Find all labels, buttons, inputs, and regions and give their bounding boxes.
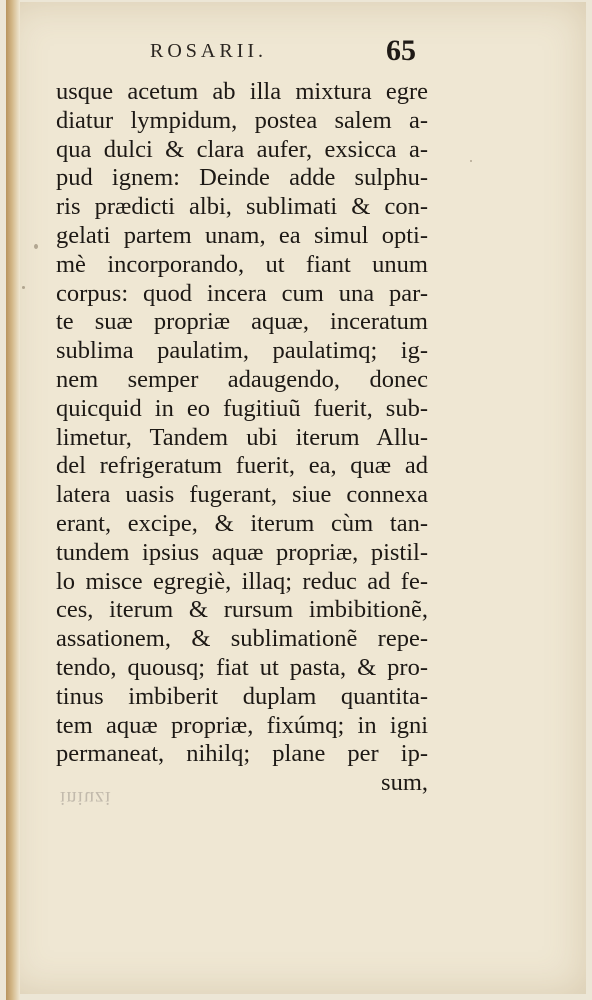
text-line: tem aquæ propriæ, fixúmq; in igni xyxy=(56,711,428,739)
text-line: del refrigeratum fuerit, ea, quæ ad xyxy=(56,452,428,480)
ink-speck xyxy=(34,244,38,249)
page-number: 65 xyxy=(386,34,416,67)
running-title: ROSARII. xyxy=(150,40,268,62)
page-gutter xyxy=(6,0,20,1000)
text-line: nem semper adaugendo, donec xyxy=(56,365,428,393)
text-line: sublima paulatim, paulatimq; ig- xyxy=(56,337,428,365)
text-line: qua dulci & clara aufer, exsicca a- xyxy=(56,135,428,163)
text-line: corpus: quod incera cum una par- xyxy=(56,279,428,307)
text-line: gelati partem unam, ea simul opti- xyxy=(56,221,428,249)
text-line: tendo, quousq; fiat ut pasta, & pro- xyxy=(56,653,428,681)
text-line: assationem, & sublimationẽ repe- xyxy=(56,625,428,653)
text-line: ces, iterum & rursum imbibitionẽ, xyxy=(56,596,428,624)
text-line: te suæ propriæ aquæ, inceratum xyxy=(56,308,428,336)
text-line: permaneat, nihilq; plane per ip- xyxy=(56,740,428,768)
text-line: lo misce egregiè, illaq; reduc ad fe- xyxy=(56,567,428,595)
text-line: quicquid in eo fugitiuũ fuerit, sub- xyxy=(56,394,428,422)
text-line: erant, excipe, & iterum cùm tan- xyxy=(56,509,428,537)
text-line: latera uasis fugerant, siue connexa xyxy=(56,481,428,509)
text-line: tundem ipsius aquæ propriæ, pistil- xyxy=(56,538,428,566)
text-line: limetur, Tandem ubi iterum Allu- xyxy=(56,423,428,451)
bleed-through-text: iniuzi xyxy=(60,787,112,809)
catchword-line: sum, xyxy=(381,769,428,797)
text-line: usque acetum ab illa mixtura egre xyxy=(56,78,428,105)
text-line: pud ignem: Deinde adde sulphu- xyxy=(56,164,428,192)
text-line: ris prædicti albi, sublimati & con- xyxy=(56,193,428,221)
text-line: diatur lympidum, postea salem a- xyxy=(56,106,428,134)
ink-speck xyxy=(22,286,25,289)
text-block xyxy=(56,78,428,798)
ink-speck xyxy=(470,160,472,162)
text-line: mè incorporando, ut fiant unum xyxy=(56,250,428,278)
text-line: tinus imbiberit duplam quantita- xyxy=(56,682,428,710)
